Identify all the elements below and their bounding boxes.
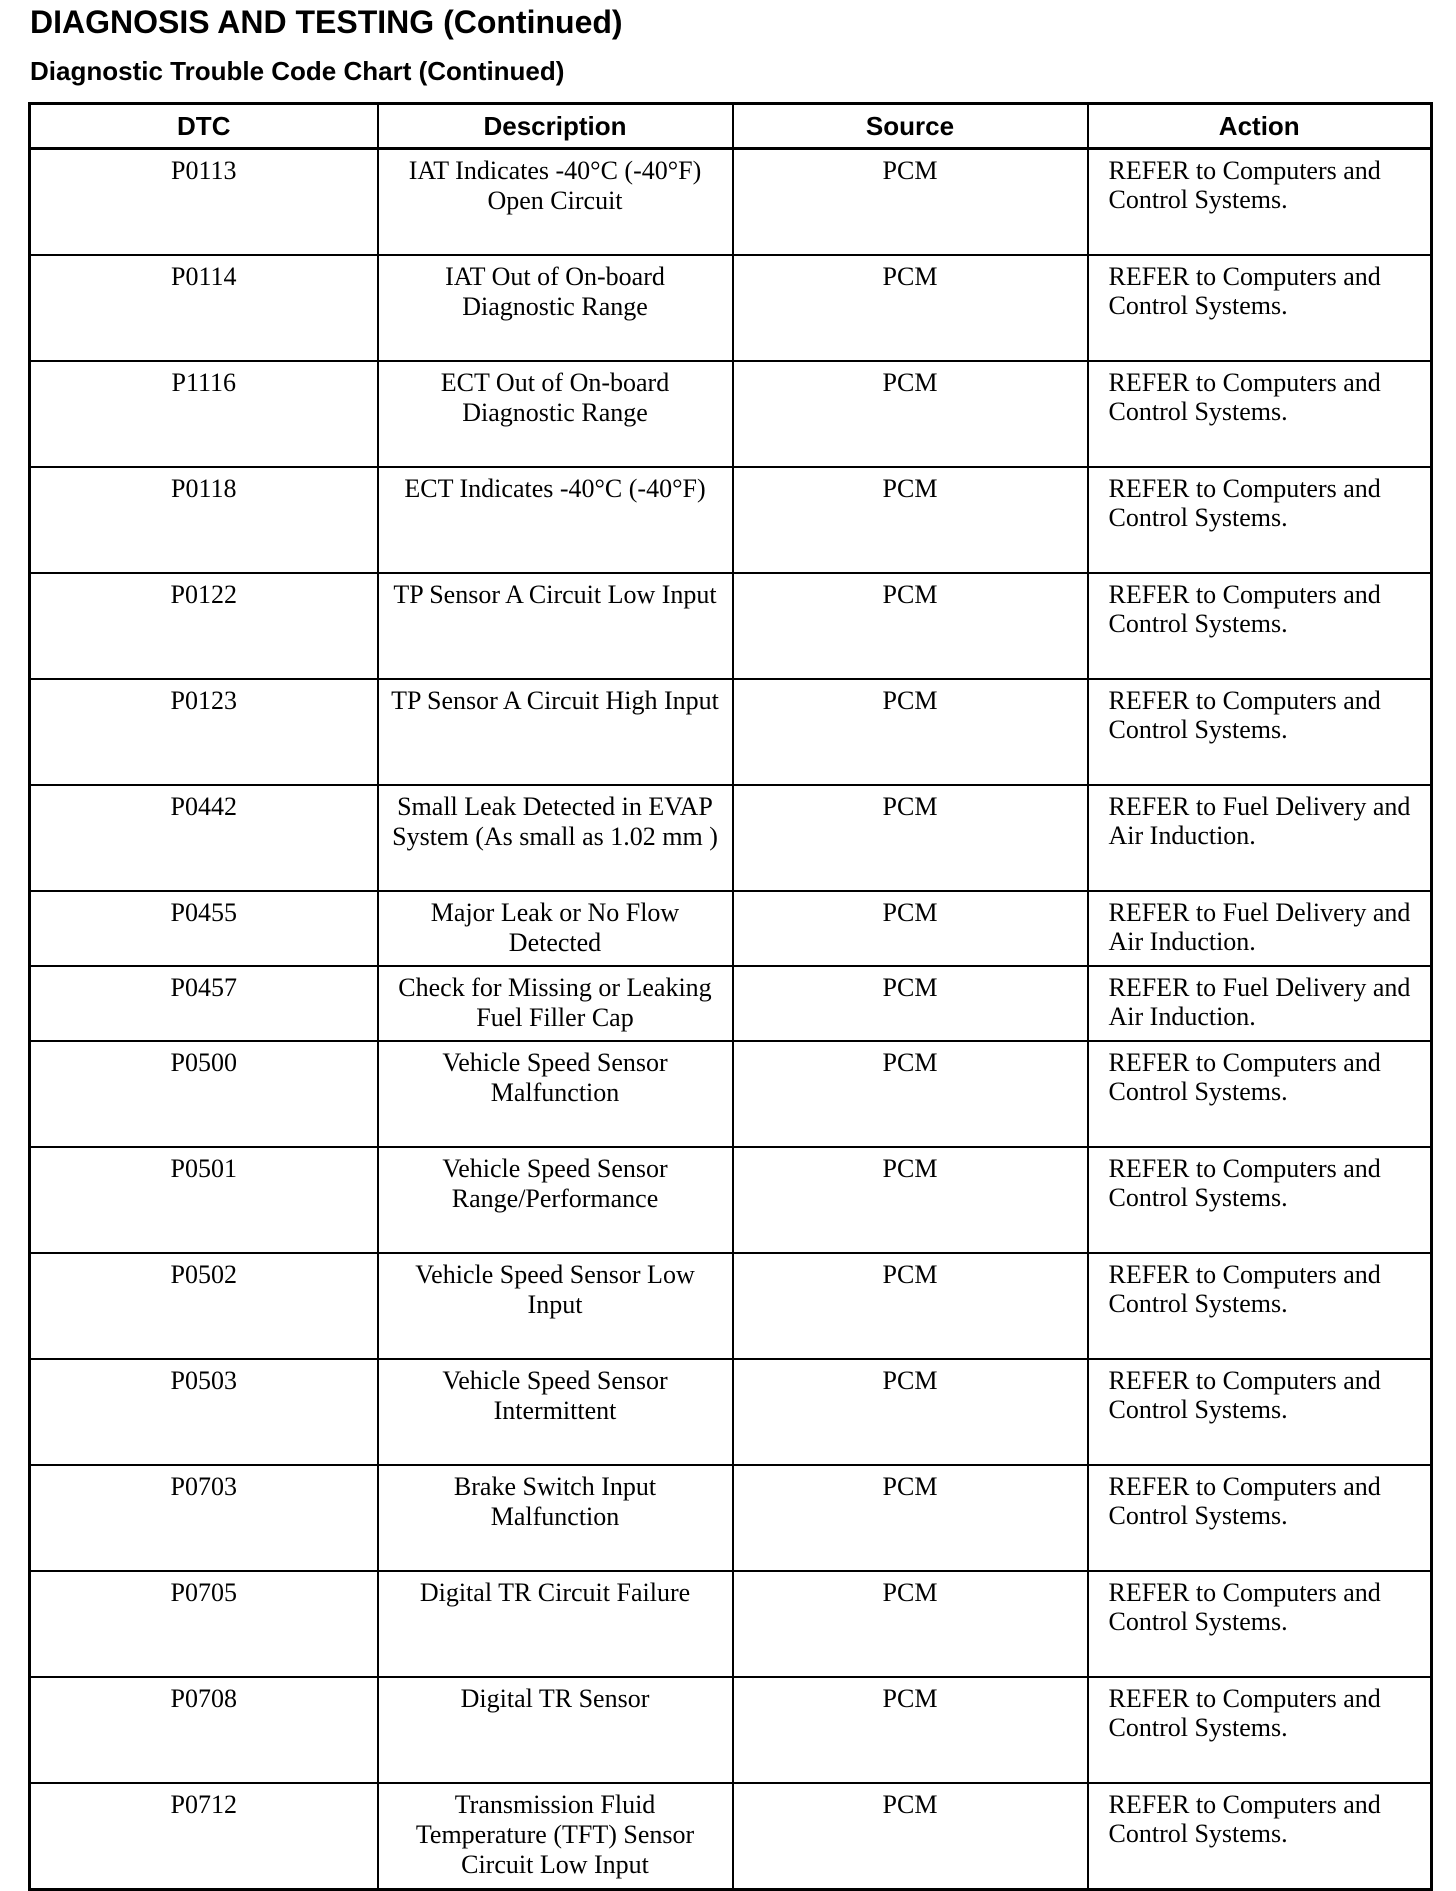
table-row — [30, 1147, 1432, 1253]
dtc-description: Vehicle Speed Sensor Low Input — [378, 1253, 733, 1359]
dtc-source: PCM — [733, 361, 1088, 467]
column-header-action: Action — [1088, 104, 1432, 149]
table-header-row — [30, 104, 1432, 149]
table-row — [30, 467, 1432, 573]
dtc-source: PCM — [733, 785, 1088, 891]
dtc-action: REFER to Computers and Control Systems. — [1088, 149, 1432, 256]
dtc-source: PCM — [733, 149, 1088, 256]
dtc-code: P0114 — [30, 255, 378, 361]
dtc-source: PCM — [733, 1677, 1088, 1783]
dtc-description: Vehicle Speed Sensor Intermittent — [378, 1359, 733, 1465]
dtc-description: Digital TR Sensor — [378, 1677, 733, 1783]
column-header-source: Source — [733, 104, 1088, 149]
table-row — [30, 1253, 1432, 1359]
dtc-source: PCM — [733, 1041, 1088, 1147]
dtc-code: P0705 — [30, 1571, 378, 1677]
dtc-action: REFER to Computers and Control Systems. — [1088, 1041, 1432, 1147]
dtc-source: PCM — [733, 891, 1088, 966]
table-row — [30, 1571, 1432, 1677]
dtc-code: P0703 — [30, 1465, 378, 1571]
dtc-action: REFER to Computers and Control Systems. — [1088, 1253, 1432, 1359]
table-row — [30, 361, 1432, 467]
dtc-description: ECT Indicates -40°C (-40°F) — [378, 467, 733, 573]
dtc-action: REFER to Computers and Control Systems. — [1088, 679, 1432, 785]
dtc-source: PCM — [733, 467, 1088, 573]
dtc-code: P0503 — [30, 1359, 378, 1465]
dtc-source: PCM — [733, 1359, 1088, 1465]
table-row — [30, 149, 1432, 256]
dtc-description: ECT Out of On-board Diagnostic Range — [378, 361, 733, 467]
dtc-source: PCM — [733, 1465, 1088, 1571]
dtc-description: TP Sensor A Circuit High Input — [378, 679, 733, 785]
dtc-code: P0442 — [30, 785, 378, 891]
page-title: DIAGNOSIS AND TESTING (Continued) — [30, 4, 623, 40]
table-row — [30, 785, 1432, 891]
table-row — [30, 255, 1432, 361]
dtc-action: REFER to Computers and Control Systems. — [1088, 361, 1432, 467]
table-row — [30, 1465, 1432, 1571]
dtc-source: PCM — [733, 255, 1088, 361]
dtc-code: P0122 — [30, 573, 378, 679]
dtc-action: REFER to Computers and Control Systems. — [1088, 1677, 1432, 1783]
dtc-code: P0708 — [30, 1677, 378, 1783]
dtc-description: Small Leak Detected in EVAP System (As small as 1.02 mm ) — [378, 785, 733, 891]
dtc-source: PCM — [733, 1571, 1088, 1677]
dtc-action: REFER to Computers and Control Systems. — [1088, 1147, 1432, 1253]
dtc-code: P0455 — [30, 891, 378, 966]
dtc-code: P0712 — [30, 1783, 378, 1890]
dtc-source: PCM — [733, 1783, 1088, 1890]
dtc-description: Major Leak or No Flow Detected — [378, 891, 733, 966]
dtc-action: REFER to Computers and Control Systems. — [1088, 255, 1432, 361]
dtc-source: PCM — [733, 679, 1088, 785]
table-row — [30, 1783, 1432, 1890]
dtc-action: REFER to Computers and Control Systems. — [1088, 467, 1432, 573]
dtc-code: P0457 — [30, 966, 378, 1041]
table-row — [30, 679, 1432, 785]
dtc-description: TP Sensor A Circuit Low Input — [378, 573, 733, 679]
dtc-action: REFER to Fuel Delivery and Air Induction. — [1088, 785, 1432, 891]
table-row — [30, 573, 1432, 679]
dtc-source: PCM — [733, 966, 1088, 1041]
table-row — [30, 1041, 1432, 1147]
dtc-description: IAT Out of On-board Diagnostic Range — [378, 255, 733, 361]
dtc-description: Digital TR Circuit Failure — [378, 1571, 733, 1677]
dtc-code: P0501 — [30, 1147, 378, 1253]
table-row — [30, 1677, 1432, 1783]
dtc-description: Brake Switch Input Malfunction — [378, 1465, 733, 1571]
dtc-description: Transmission Fluid Temperature (TFT) Sensor Circuit Low Input — [378, 1783, 733, 1890]
table-row — [30, 891, 1432, 966]
dtc-code: P1116 — [30, 361, 378, 467]
dtc-action: REFER to Fuel Delivery and Air Induction. — [1088, 966, 1432, 1041]
dtc-description: Vehicle Speed Sensor Malfunction — [378, 1041, 733, 1147]
table-row — [30, 966, 1432, 1041]
dtc-description: Vehicle Speed Sensor Range/Performance — [378, 1147, 733, 1253]
dtc-code: P0123 — [30, 679, 378, 785]
table-row — [30, 1359, 1432, 1465]
dtc-description: Check for Missing or Leaking Fuel Filler Cap — [378, 966, 733, 1041]
dtc-code: P0502 — [30, 1253, 378, 1359]
dtc-table — [28, 102, 1433, 1891]
dtc-action: REFER to Computers and Control Systems. — [1088, 1783, 1432, 1890]
section-title: Diagnostic Trouble Code Chart (Continued) — [30, 56, 565, 86]
dtc-action: REFER to Computers and Control Systems. — [1088, 1359, 1432, 1465]
dtc-code: P0500 — [30, 1041, 378, 1147]
dtc-action: REFER to Fuel Delivery and Air Induction. — [1088, 891, 1432, 966]
column-header-description: Description — [378, 104, 733, 149]
dtc-source: PCM — [733, 1147, 1088, 1253]
dtc-code: P0118 — [30, 467, 378, 573]
column-header-dtc: DTC — [30, 104, 378, 149]
dtc-action: REFER to Computers and Control Systems. — [1088, 1465, 1432, 1571]
dtc-source: PCM — [733, 573, 1088, 679]
dtc-code: P0113 — [30, 149, 378, 256]
dtc-action: REFER to Computers and Control Systems. — [1088, 573, 1432, 679]
dtc-description: IAT Indicates -40°C (-40°F) Open Circuit — [378, 149, 733, 256]
dtc-action: REFER to Computers and Control Systems. — [1088, 1571, 1432, 1677]
dtc-source: PCM — [733, 1253, 1088, 1359]
